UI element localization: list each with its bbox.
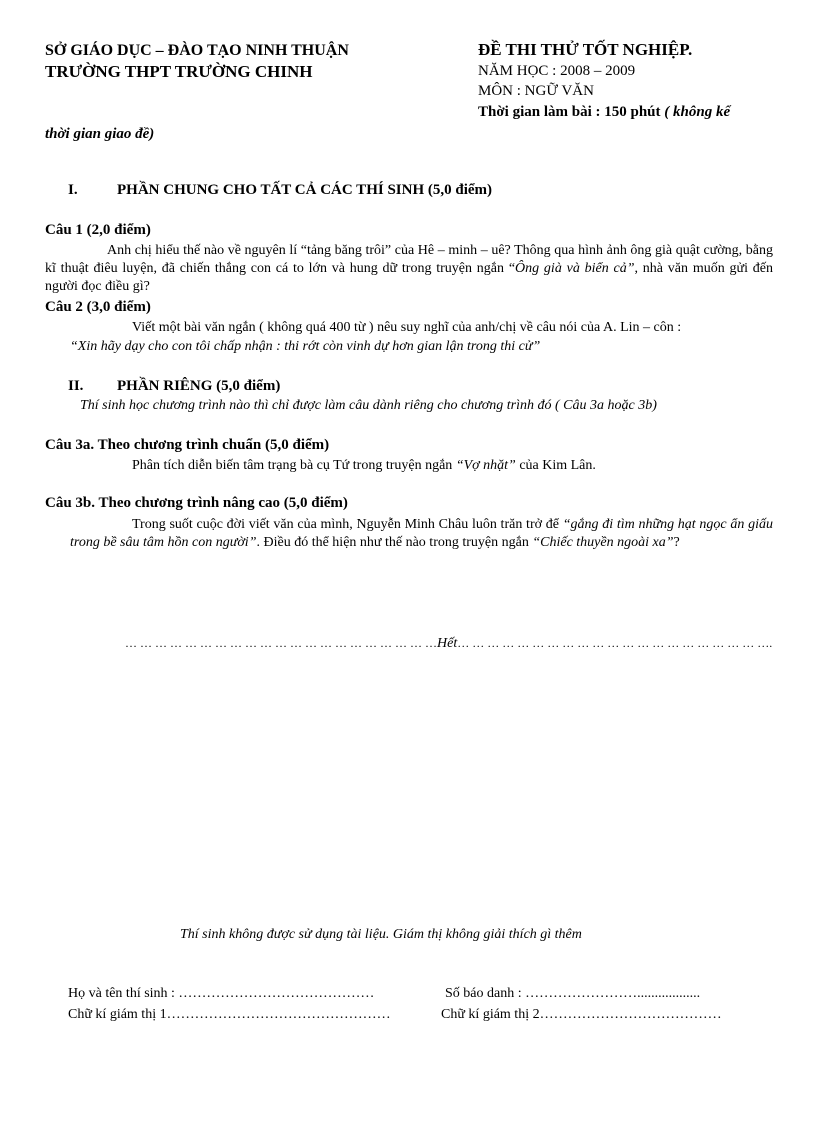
exam-title: ĐỀ THI THỬ TỐT NGHIỆP. [478,40,693,59]
candidate-name-line: Họ và tên thí sinh : …………………………………… [68,986,375,1001]
q3a-text: Phân tích diễn biến tâm trạng bà cụ Tứ trong truyện ngắn “Vợ nhặt” của Kim Lân. [132,458,596,473]
q2-text: Viết một bài văn ngắn ( không quá 400 từ ) nêu suy nghĩ của anh/chị về câu nói của A. Lin – côn : [132,320,682,335]
supervisor2-signature-line: Chữ kí giám thị 2………………………………… [441,1007,722,1022]
candidate-id-line: Số báo danh : …………………….................. [445,986,701,1001]
part2-number: II. [68,378,84,394]
exam-time [478,104,730,121]
q3a-label: Câu 3a. Theo chương trình chuẩn (5,0 điểm) [45,437,330,453]
q2-label: Câu 2 (3,0 điểm) [45,299,151,315]
part1-title: PHẦN CHUNG CHO TẤT CẢ CÁC THÍ SINH (5,0 điểm) [117,182,493,198]
part1-number: I. [68,182,78,198]
q3b-title: “Chiếc thuyền ngoài xa” [532,535,674,550]
q3b-text: Trong suốt cuộc đời viết văn của mình, Nguyễn Minh Châu luôn trăn trở để “gắng đi tìm những hạt ngọc ẩn giấu trong bề sâu tâm hồn con người”. Điều đó thể hiện như thế nào trong truyện ngắn “Chiếc thuyền ngoài xa”? [70,517,773,550]
q1-label: Câu 1 (2,0 điểm) [45,222,151,238]
subject: MÔN : NGỮ VĂN [478,83,594,99]
school-year: NĂM HỌC : 2008 – 2009 [478,63,636,79]
time-label: Thời gian làm bài : 150 phút [478,104,661,120]
school-name: TRƯỜNG THPT TRƯỜNG CHINH [45,62,313,81]
part2-note: Thí sinh học chương trình nào thì chỉ được làm câu dành riêng cho chương trình đó ( Câu 3a hoặc 3b) [80,398,657,413]
time-note-b: thời gian giao đề) [45,126,155,142]
part2-title: PHẦN RIÊNG (5,0 điểm) [117,378,281,394]
q1-title: Ông già và biển cả” [515,261,635,276]
supervisor1-signature-line: Chữ kí giám thị 1………………………………………… [68,1007,391,1022]
q1-text: Anh chị hiểu thế nào về nguyên lí “tảng băng trôi” của Hê – minh – uê? Thông qua hình ảnh ông già quật cường, bằng kĩ thuật điêu luyện, đã chiến thắng con cá to lớn và hung dữ trong truyện ngắn “Ông già và biển cả”, nhà văn muốn gửi đến người đọc điều gì? [45,243,773,294]
end-word: Hết [437,636,458,651]
footer-note: Thí sinh không được sử dụng tài liệu. Giám thị không giải thích gì thêm [180,927,582,942]
end-marker: … … … … … … … … … … … … … … … … … … … … …Hết… … … … … … … … … … … … … … … … … … … … …. [125,636,773,651]
department-name: SỞ GIÁO DỤC – ĐÀO TẠO NINH THUẬN [45,42,349,59]
q3a-title: “Vợ nhặt” [455,458,516,473]
q3b-label: Câu 3b. Theo chương trình nâng cao (5,0 điểm) [45,495,348,511]
q3b-quote: “gắng đi tìm những hạt ngọc ẩn giấu trong bề sâu tâm hồn con người” [70,517,773,550]
time-note-a: ( không kể [664,104,731,120]
q2-quote: “Xin hãy dạy cho con tôi chấp nhận : thi rớt còn vinh dự hơn gian lận trong thi cử” [70,339,541,354]
